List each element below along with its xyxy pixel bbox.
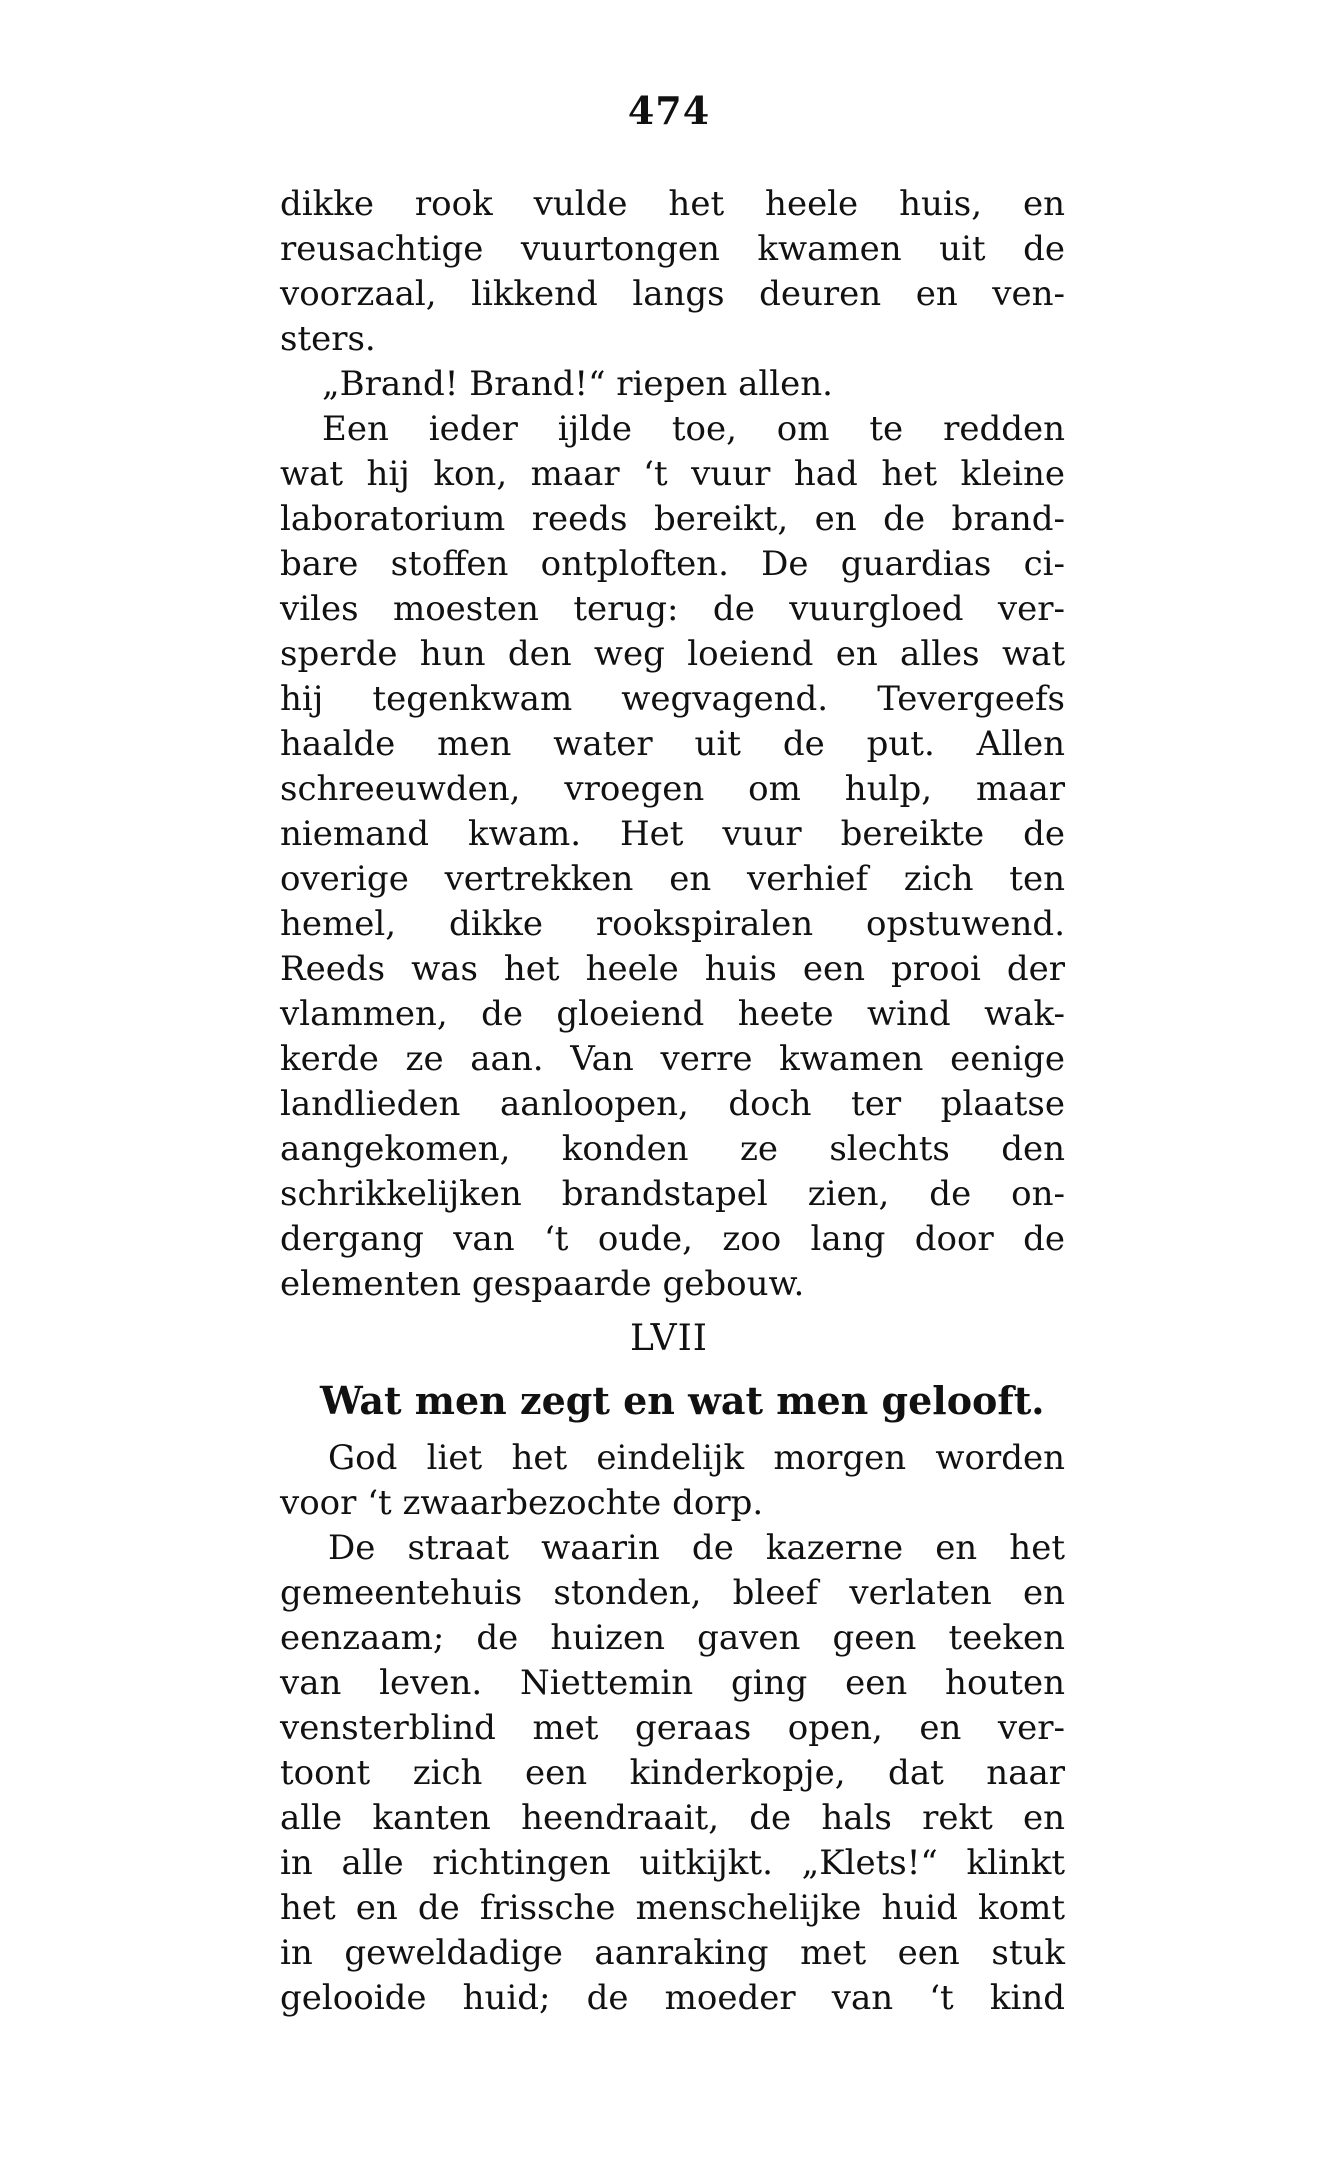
text-line: viles moesten terug: de vuurgloed ver- [280, 589, 1065, 629]
text-line: schreeuwden, vroegen om hulp, maar [280, 769, 1065, 809]
text-line: dikke rook vulde het heele huis, en [280, 184, 1065, 224]
text-line: alle kanten heendraait, de hals rekt en [280, 1798, 1065, 1838]
text-line: „Brand! Brand!“ riepen allen. [322, 364, 833, 404]
chapter-number: LVII [629, 1318, 709, 1359]
text-line: sters. [280, 319, 376, 359]
text-line: Reeds was het heele huis een prooi der [280, 949, 1065, 989]
text-line: landlieden aanloopen, doch ter plaatse [280, 1084, 1065, 1124]
text-line: schrikkelijken brandstapel zien, de on- [280, 1174, 1065, 1214]
text-line: gemeentehuis stonden, bleef verlaten en [280, 1573, 1065, 1613]
text-line: laboratorium reeds bereikt, en de brand- [280, 499, 1065, 539]
text-line: kerde ze aan. Van verre kwamen eenige [280, 1039, 1065, 1079]
text-line: vlammen, de gloeiend heete wind wak- [280, 994, 1065, 1034]
text-line: elementen gespaarde gebouw. [280, 1264, 805, 1304]
text-line: vensterblind met geraas open, en ver- [280, 1708, 1065, 1748]
text-line: dergang van ‘t oude, zoo lang door de [280, 1219, 1065, 1259]
text-line: sperde hun den weg loeiend en alles wat [280, 634, 1065, 674]
text-block-before-chapter [280, 182, 1065, 1307]
text-line: aangekomen, konden ze slechts den [280, 1129, 1065, 1169]
text-line: het en de frissche menschelijke huid komt [280, 1888, 1065, 1928]
page-number: 474 [627, 88, 711, 133]
text-line: hemel, dikke rookspiralen opstuwend. [280, 904, 1065, 944]
text-line: bare stoffen ontploften. De guardias ci- [280, 544, 1065, 584]
text-line: eenzaam; de huizen gaven geen teeken [280, 1618, 1065, 1658]
text-line: overige vertrekken en verhief zich ten [280, 859, 1065, 899]
text-line: wat hij kon, maar ‘t vuur had het kleine [280, 454, 1065, 494]
text-line: in geweldadige aanraking met een stuk [280, 1933, 1065, 1973]
text-line: in alle richtingen uitkijkt. „Klets!“ klinkt [280, 1843, 1065, 1883]
text-line: niemand kwam. Het vuur bereikte de [280, 814, 1065, 854]
text-line: Een ieder ijlde toe, om te redden [322, 409, 1065, 449]
text-line: De straat waarin de kazerne en het [328, 1528, 1065, 1568]
text-line: haalde men water uit de put. Allen [280, 724, 1065, 764]
chapter-title: Wat men zegt en wat men gelooft. [320, 1378, 1045, 1423]
text-line: toont zich een kinderkopje, dat naar [280, 1753, 1065, 1793]
text-line: gelooide huid; de moeder van ‘t kind [280, 1978, 1065, 2018]
text-block-after-chapter [280, 1436, 1065, 2021]
text-line: voorzaal, likkend langs deuren en ven- [280, 274, 1065, 314]
text-line: hij tegenkwam wegvagend. Tevergeefs [280, 679, 1065, 719]
text-line: van leven. Niettemin ging een houten [280, 1663, 1065, 1703]
text-line: God liet het eindelijk morgen worden [328, 1438, 1065, 1478]
text-line: reusachtige vuurtongen kwamen uit de [280, 229, 1065, 269]
text-line: voor ‘t zwaarbezochte dorp. [280, 1483, 764, 1523]
